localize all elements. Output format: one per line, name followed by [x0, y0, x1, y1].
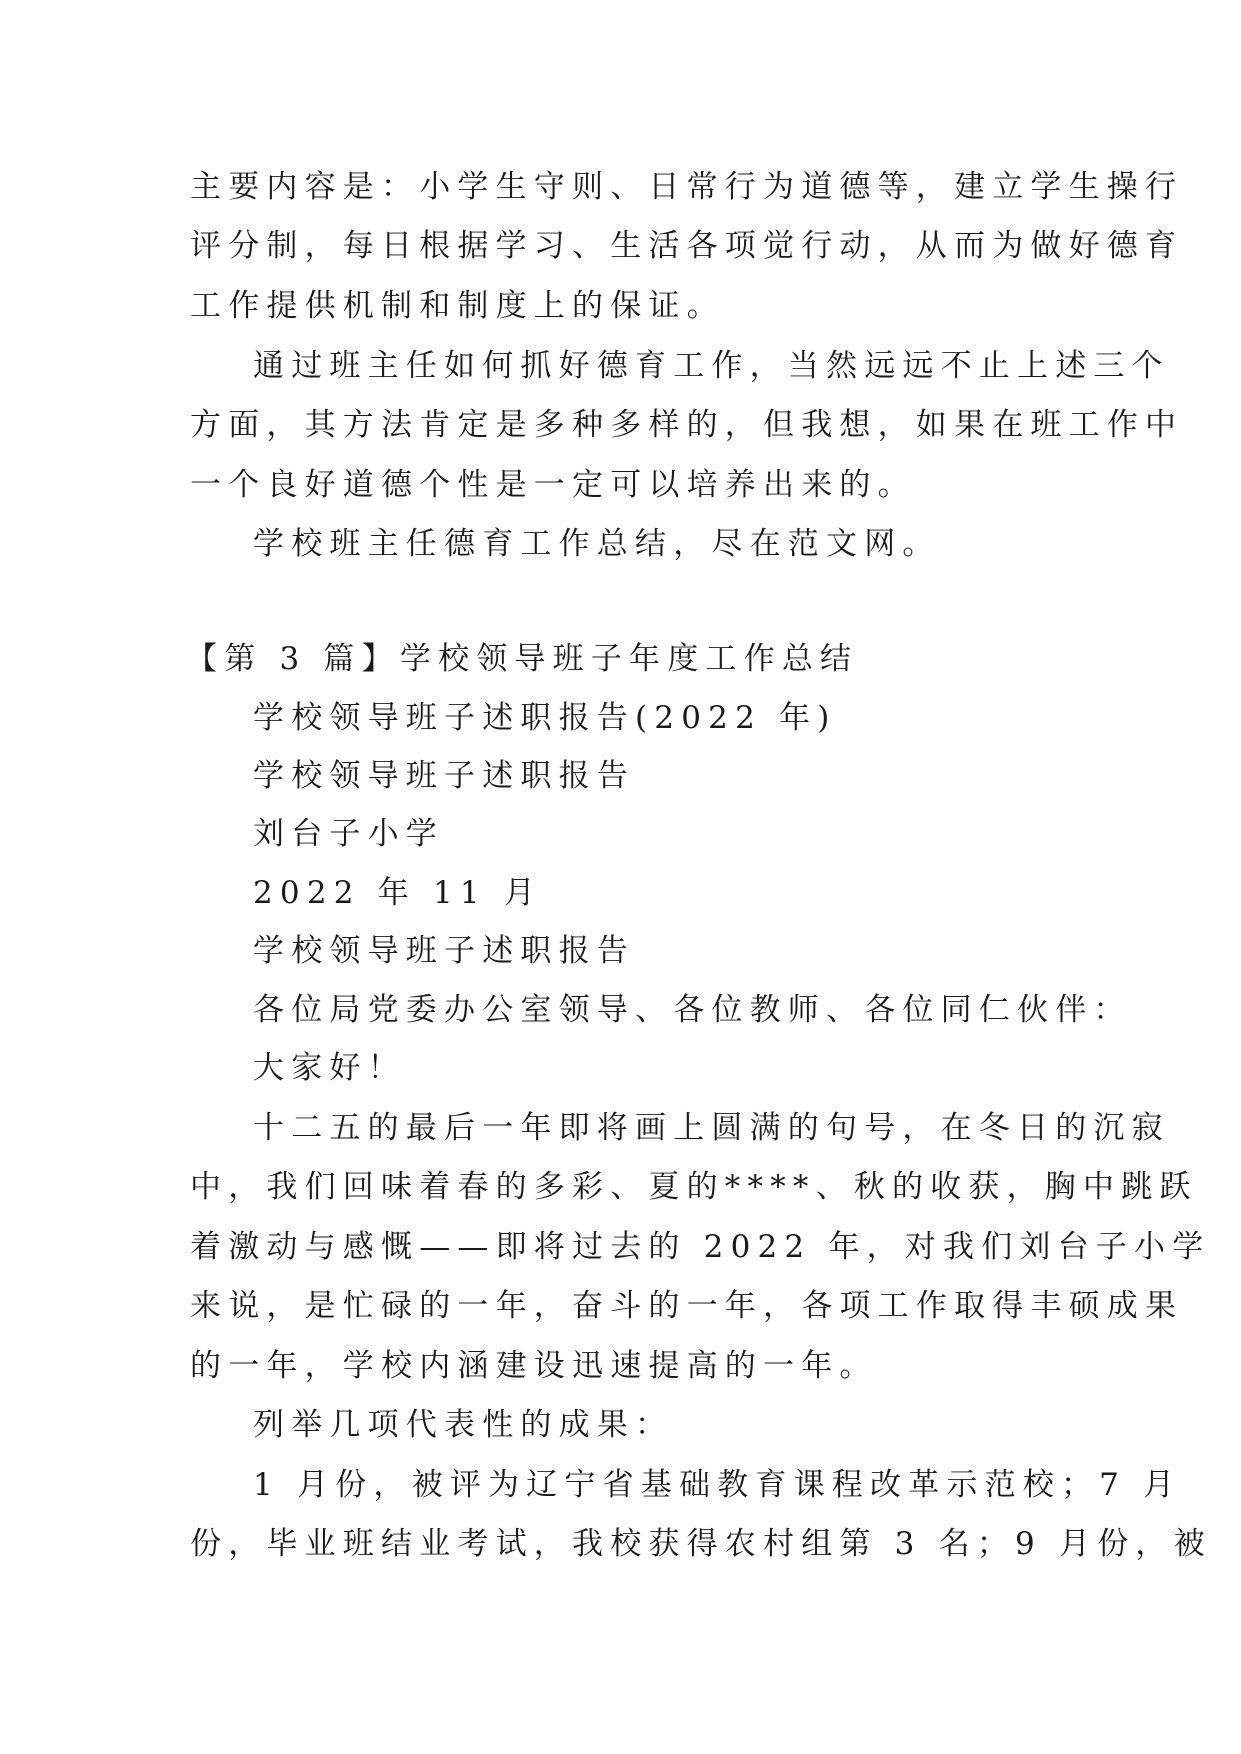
paragraph-line: 通过班主任如何抓好德育工作，当然远远不止上述三个: [253, 348, 1170, 384]
paragraph-line: 列举几项代表性的成果：: [253, 1407, 674, 1443]
paragraph-line: 主要内容是：小学生守则、日常行为道德等，建立学生操行: [190, 169, 1184, 205]
paragraph-line: 评分制，每日根据学习、生活各项觉行动，从而为做好德育: [190, 228, 1184, 264]
paragraph-line: 学校班主任德育工作总结，尽在范文网。: [253, 526, 941, 562]
greeting: 大家好！: [253, 1050, 406, 1086]
report-subtitle: 学校领导班子述职报告: [253, 758, 635, 794]
paragraph-line: 中，我们回味着春的多彩、夏的****、秋的收获，胸中跳跃: [190, 1169, 1198, 1205]
paragraph-line: 着激动与感慨——即将过去的 2022 年，对我们刘台子小学: [190, 1229, 1211, 1265]
paragraph-line: 来说，是忙碌的一年，奋斗的一年，各项工作取得丰硕成果: [190, 1288, 1184, 1324]
paragraph-line: 的一年，学校内涵建设迅速提高的一年。: [190, 1348, 878, 1384]
salutation: 各位局党委办公室领导、各位教师、各位同仁伙伴：: [253, 992, 1132, 1028]
paragraph-line: 一个良好道德个性是一定可以培养出来的。: [190, 467, 916, 503]
report-title: 学校领导班子述职报告(2022 年): [253, 700, 837, 736]
report-date: 2022 年 11 月: [253, 875, 543, 911]
paragraph-line: 方面，其方法肯定是多种多样的，但我想，如果在班工作中: [190, 407, 1184, 443]
paragraph-line: 十二五的最后一年即将画上圆满的句号，在冬日的沉寂: [253, 1110, 1170, 1146]
school-name: 刘台子小学: [253, 816, 444, 852]
paragraph-line: 工作提供机制和制度上的保证。: [190, 288, 725, 324]
report-heading: 学校领导班子述职报告: [253, 933, 635, 969]
section-heading: 【第 3 篇】学校领导班子年度工作总结: [186, 641, 859, 677]
paragraph-line: 1 月份，被评为辽宁省基础教育课程改革示范校；7 月: [253, 1467, 1182, 1503]
paragraph-line: 份，毕业班结业考试，我校获得农村组第 3 名；9 月份，被: [190, 1526, 1212, 1562]
